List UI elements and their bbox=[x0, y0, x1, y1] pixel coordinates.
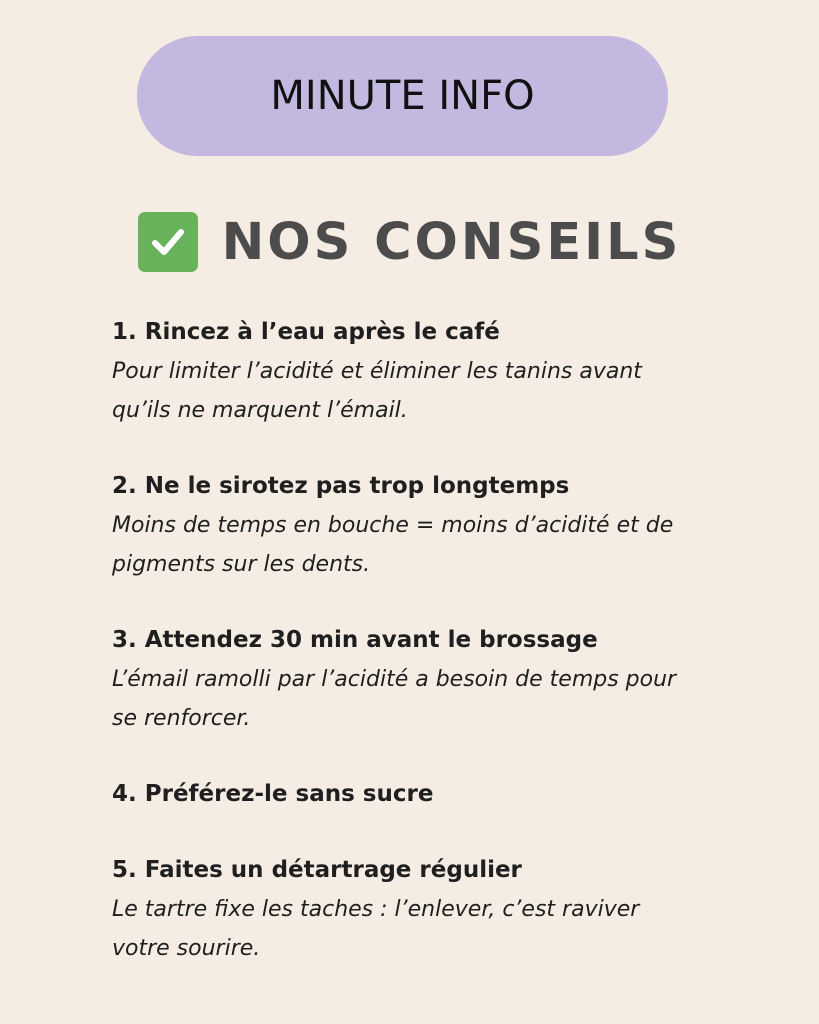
list-item bbox=[112, 774, 792, 814]
tip-description: Moins de temps en bouche = moins d’acidité et de bbox=[112, 513, 674, 538]
tip-title: 5. Faites un détartrage régulier bbox=[112, 857, 522, 883]
section-heading bbox=[0, 206, 819, 278]
list-item bbox=[112, 312, 792, 430]
list-item bbox=[112, 850, 792, 968]
heading-title: NOS CONSEILS bbox=[221, 212, 682, 272]
tip-title: 3. Attendez 30 min avant le brossage bbox=[112, 627, 598, 653]
tip-title: 4. Préférez-le sans sucre bbox=[112, 781, 434, 807]
tip-title: 1. Rincez à l’eau après le café bbox=[112, 319, 500, 345]
tip-description: votre sourire. bbox=[112, 936, 261, 961]
tip-description: L’émail ramolli par l’acidité a besoin de temps pour bbox=[112, 667, 677, 692]
tip-description: Le tartre fixe les taches : l’enlever, c’est raviver bbox=[112, 897, 640, 922]
tips-list bbox=[112, 312, 792, 1004]
list-item bbox=[112, 620, 792, 738]
tip-description: se renforcer. bbox=[112, 706, 251, 731]
tip-description: Pour limiter l’acidité et éliminer les tanins avant bbox=[112, 359, 642, 384]
minute-info-badge bbox=[137, 36, 668, 156]
check-mark-icon bbox=[138, 212, 198, 272]
tip-description: qu’ils ne marquent l’émail. bbox=[112, 398, 408, 423]
tip-description: pigments sur les dents. bbox=[112, 552, 371, 577]
badge-label: MINUTE INFO bbox=[270, 73, 535, 119]
list-item bbox=[112, 466, 792, 584]
tip-title: 2. Ne le sirotez pas trop longtemps bbox=[112, 473, 570, 499]
